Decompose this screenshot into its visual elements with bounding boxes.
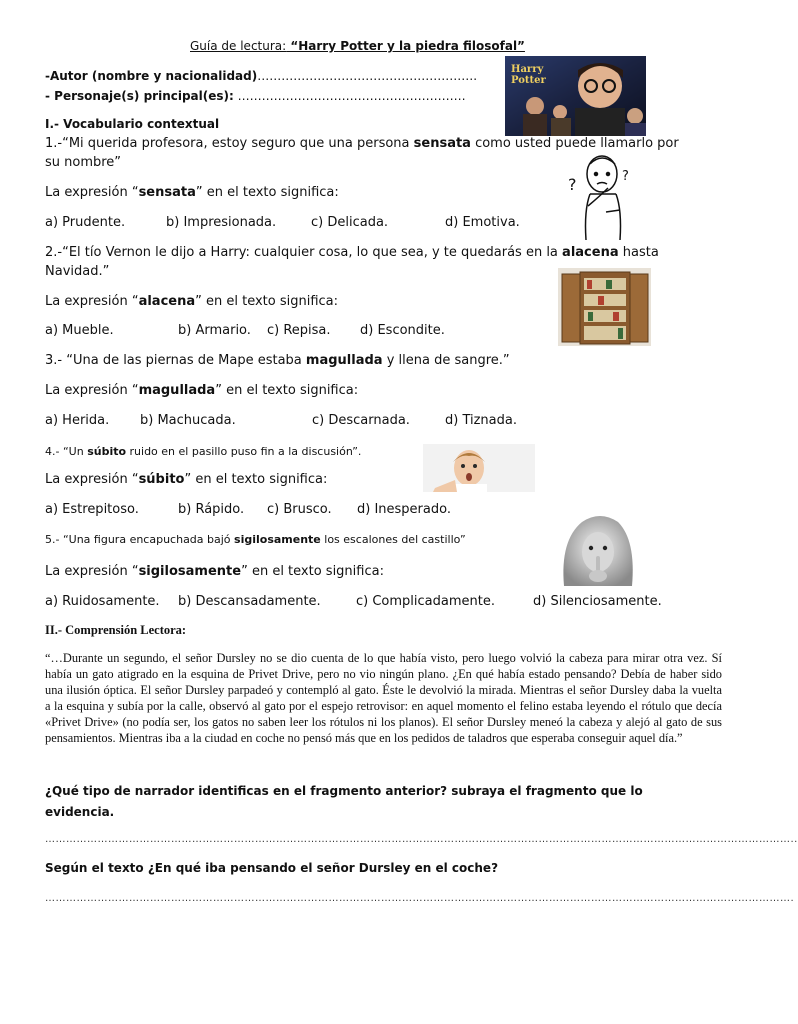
hooded-child-image — [558, 510, 638, 586]
q1-option-a[interactable]: a) Prudente. — [45, 215, 126, 230]
q3-word: magullada — [305, 353, 383, 368]
author-label: -Autor (nombre y nacionalidad) — [45, 69, 258, 83]
characters-field — [45, 89, 466, 103]
q5-line1: 5.- “Una figura encapuchada bajó sigilosamente los escalones del castillo” — [45, 533, 466, 546]
section2-heading: II.- Comprensión Lectora: — [45, 623, 187, 637]
svg-text:Potter: Potter — [511, 75, 546, 86]
q1-option-d[interactable]: d) Emotiva. — [445, 215, 520, 230]
author-dots[interactable]: ………………………………………………. — [257, 69, 478, 83]
page-title — [190, 39, 525, 53]
q2-option-d[interactable]: d) Escondite. — [360, 323, 445, 338]
harry-potter-poster-image — [505, 56, 646, 136]
title-book: “Harry Potter y la piedra filosofal” — [286, 39, 525, 53]
q5-option-d[interactable]: d) Silenciosamente. — [533, 594, 662, 609]
q5-option-c[interactable]: c) Complicadamente. — [356, 594, 495, 609]
q5-word: sigilosamente — [234, 533, 321, 546]
q3-line1: 3.- “Una de las piernas de Mape estaba magullada y llena de sangre.” — [45, 353, 510, 368]
question-dursley-thinking: Según el texto ¿En qué iba pensando el señor Dursley en el coche? — [45, 861, 499, 875]
q5-option-b[interactable]: b) Descansadamente. — [178, 594, 321, 609]
question-narrator: ¿Qué tipo de narrador identificas en el fragmento anterior? subraya el fragmento que lo evidencia. — [45, 784, 643, 819]
thinking-boy-image — [560, 150, 640, 242]
q2-expression: La expresión “alacena” en el texto significa: — [45, 294, 339, 309]
q2-line1: 2.-“El tío Vernon le dijo a Harry: cualquier cosa, lo que sea, y te quedarás en la alacena hasta — [45, 245, 659, 260]
q2-line2: Navidad.” — [45, 264, 110, 279]
svg-text:Harry: Harry — [511, 64, 544, 75]
q4-option-b[interactable]: b) Rápido. — [178, 502, 245, 517]
q2-option-b[interactable]: b) Armario. — [178, 323, 251, 338]
pantry-cabinet-image — [558, 268, 651, 346]
section1-heading: I.- Vocabulario contextual — [45, 117, 220, 131]
q1-expression: La expresión “sensata” en el texto significa: — [45, 185, 339, 200]
q4-line1: 4.- “Un súbito ruido en el pasillo puso fin a la discusión”. — [45, 445, 362, 458]
q4-option-d[interactable]: d) Inesperado. — [357, 502, 451, 517]
q4-word: súbito — [87, 445, 127, 458]
q1-line1: 1.-“Mi querida profesora, estoy seguro que una persona sensata como usted puede llamarlo por — [45, 136, 679, 151]
q1-option-c[interactable]: c) Delicada. — [311, 215, 389, 230]
q2-word: alacena — [562, 245, 619, 260]
reading-passage: “…Durante un segundo, el señor Dursley no se dio cuenta de lo que había visto, pero luego volvió la cabeza para mirar otra vez. Sí había un gato atigrado en la esquina de Privet Drive, pero no vio ningún plano. ¿En qué había estado pensando? Debía de haber sido una ilusión óptica. El señor Dursley parpadeó y contempló al gato. Éste le devolvió la mirada. Mientras el señor Dursley daba la vuelta a la esquina y subía por la calle, observó al gato por el espejo retrovisor: en aquel momento el felino estaba leyendo el rótulo que decía «Privet Drive» (no podía ser, los gatos no saben leer los rótulos ni los planos). El señor Dursley meneó la cabeza y alejó al gato de sus pensamientos. Mientras iba a la ciudad en coche no pensó más que en los pedidos de taladros que esperaba conseguir aquel día.” — [45, 651, 722, 745]
q5-expression: La expresión “sigilosamente” en el texto significa: — [45, 564, 384, 579]
q4-expression: La expresión “súbito” en el texto significa: — [45, 472, 328, 487]
surprised-child-image — [423, 444, 535, 492]
q4-option-a[interactable]: a) Estrepitoso. — [45, 502, 139, 517]
svg-text:?: ? — [568, 175, 577, 194]
q3-option-c[interactable]: c) Descarnada. — [312, 413, 410, 428]
q2-option-a[interactable]: a) Mueble. — [45, 323, 114, 338]
q1-line2: su nombre” — [45, 155, 122, 170]
q1-option-b[interactable]: b) Impresionada. — [166, 215, 277, 230]
q3-option-d[interactable]: d) Tiznada. — [445, 413, 517, 428]
title-prefix: Guía de lectura: — [190, 39, 287, 53]
characters-label: - Personaje(s) principal(es): — [45, 89, 234, 103]
q1-word: sensata — [413, 136, 471, 151]
characters-dots[interactable]: ………………………………………………… — [233, 89, 466, 103]
author-field — [45, 69, 477, 83]
q3-option-a[interactable]: a) Herida. — [45, 413, 110, 428]
q2-option-c[interactable]: c) Repisa. — [267, 323, 331, 338]
q3-option-b[interactable]: b) Machucada. — [140, 413, 236, 428]
q3-expression: La expresión “magullada” en el texto significa: — [45, 383, 359, 398]
svg-text:?: ? — [622, 169, 629, 184]
answer-line-1[interactable]: …………………………………………………………………………………………………………………………………………………………………………………………….. — [45, 834, 798, 845]
q5-option-a[interactable]: a) Ruidosamente. — [45, 594, 160, 609]
q4-option-c[interactable]: c) Brusco. — [267, 502, 332, 517]
answer-line-2[interactable]: ……………………………………………………………………………………………………………………………………………………………………………………………. — [45, 893, 795, 904]
